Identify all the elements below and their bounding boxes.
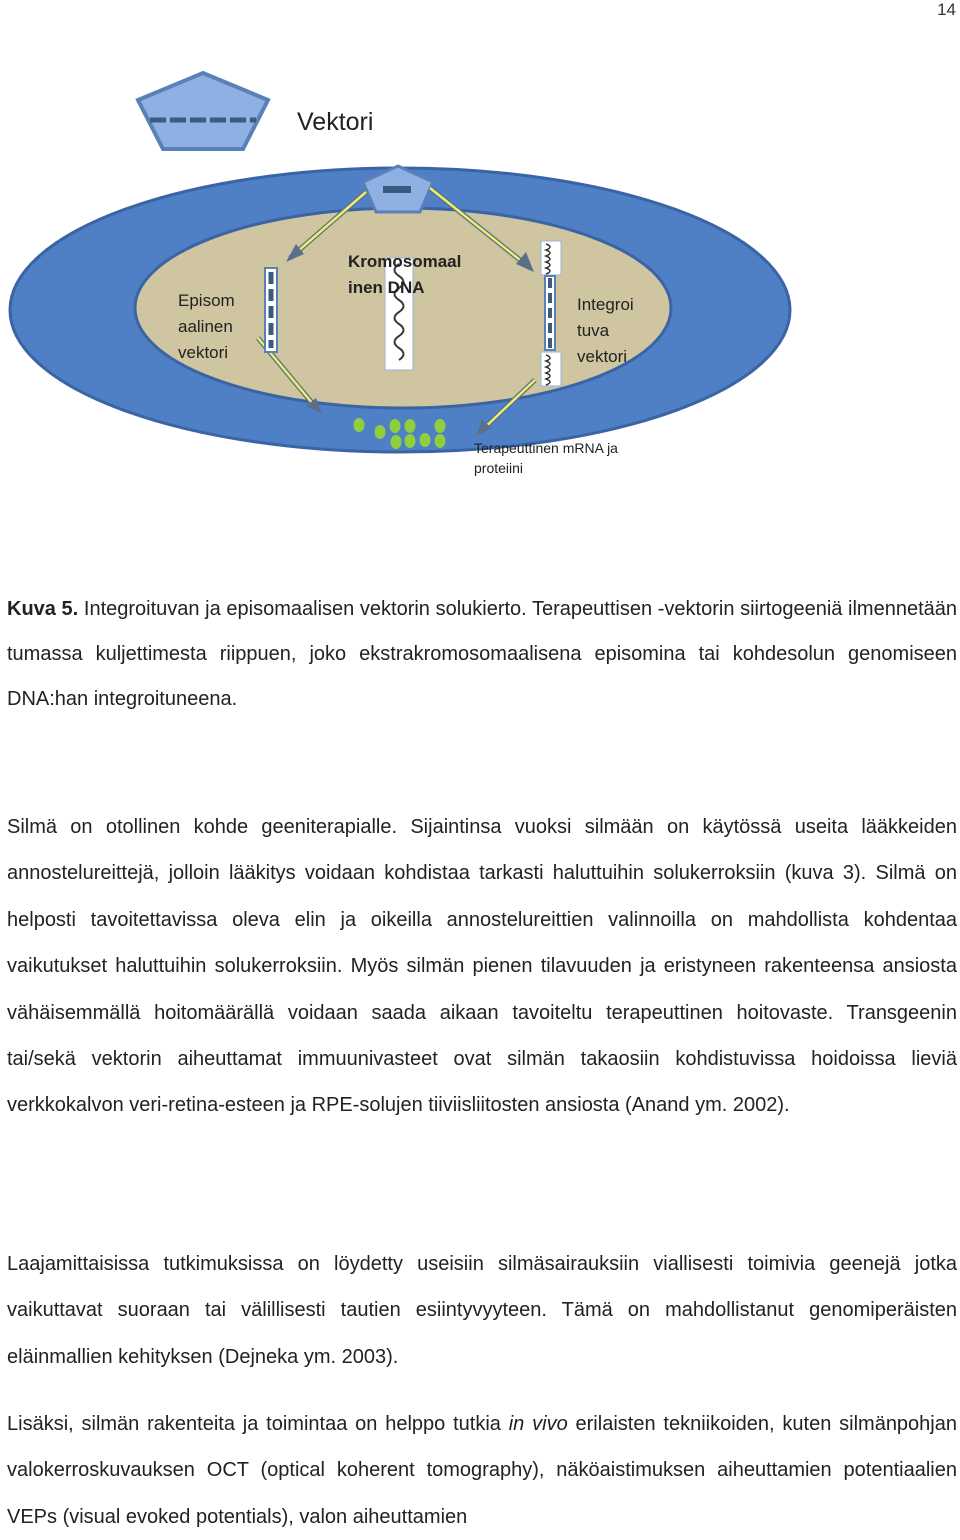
p3-italic: in vivo bbox=[508, 1413, 568, 1435]
label-integrating-vector: Integroi tuva vektori bbox=[577, 295, 634, 366]
label-therapeutic-mrna: Terapeuttinen mRNA ja proteiini bbox=[474, 440, 618, 476]
figure-title: Vektori bbox=[297, 108, 374, 136]
paragraph-eye-target: Silmä on otollinen kohde geeniterapialle. Sijaintinsa vuoksi silmään on käytössä useita lääkkeiden annostelureittejä, jolloin lääkitys voidaan kohdistaa tarkasti haluttuihin solukerroksiin (kuva 3). Silmä on helposti tavoitettavissa oleva elin ja oikeilla annostelureittien valinnoilla on mahdollista kohdentaa vaikutukset haluttuihin solukerroksiin. Myös silmän pienen tilavuuden ja eristyneen rakenteensa ansiosta vähäisemmällä hoitomäärällä voidaan saada aikaan tavoiteltu terapeuttinen hoitovaste. Transgeenin tai/sekä vektorin aiheuttamat immuunivasteet ovat silmän takaosiin kohdistuvissa hoidoissa lieviä verkkokalvon veri-retina-esteen ja RPE-solujen tiiviisliitosten ansiosta (Anand ym. 2002). bbox=[7, 816, 957, 1117]
episomal-vector-shape bbox=[265, 268, 277, 352]
label-chromosomal-dna: Kromosomaal inen DNA bbox=[348, 252, 462, 297]
page-number: 14 bbox=[937, 0, 956, 19]
caption-text: Integroituvan ja episomaalisen vektorin solukierto. Terapeuttisen -vektorin siirtogeeniä ilmennetään tumassa kuljettimesta riippuen, joko ekstrakromosomaalisena episomina tai kohdesolun genomiseen DNA:han integroituneena. bbox=[7, 598, 957, 710]
caption-label: Kuva 5. bbox=[7, 598, 79, 620]
p3-end: erilaisten tekniikoiden, kuten silmänpohjan valokerroskuvauksen OCT (optical koherent tomography), näköaistimuksen aiheuttamien potentiaalien VEPs (visual evoked potentials), valon aiheuttamien bbox=[7, 1413, 957, 1528]
label-episomal-vector: Episom aalinen vektori bbox=[178, 291, 235, 362]
vector-pentagon bbox=[138, 73, 268, 149]
vector-cycle-figure bbox=[0, 0, 960, 500]
figure-caption bbox=[7, 587, 957, 722]
paragraph-genome-studies: Laajamittaisissa tutkimuksissa on löydetty useisiin silmäsairauksiin viallisesti toimivia geenejä jotka vaikuttavat suoraan tai välillisesti tautien esiintyvyyteen. Tämä on mahdollistanut genomiperäisten eläinmallien kehityksen (Dejneka ym. 2003). bbox=[7, 1253, 957, 1368]
p3-start: Lisäksi, silmän rakenteita ja toimintaa on helppo tutkia bbox=[7, 1413, 509, 1435]
paragraph-in-vivo bbox=[7, 1401, 957, 1540]
